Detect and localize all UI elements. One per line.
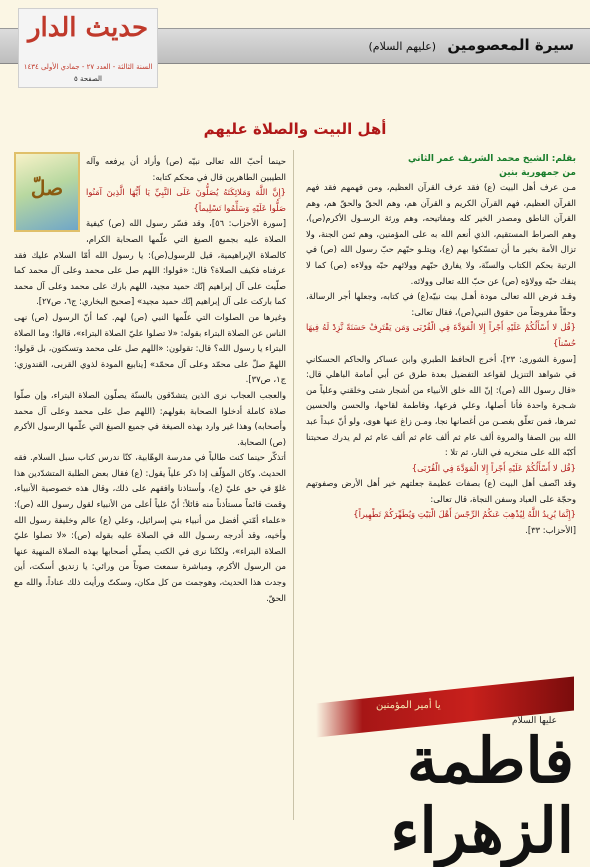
paragraph: والعجب العجاب نرى الذين يتشدّقون بالسنّة يصلّون الصلاة البتراء، وإن صلّوا صلاة كاملة أدخلوا الصحابة بقولهم: (اللهم صل على محمد وعلى آل محمد وأصحابه) وهذا غير وارد بهذه الصيغة في جميع الصيغ التي علّمها الرسول الأكرم (ص) الصحابة. [14, 389, 286, 447]
page-header [0, 0, 590, 98]
right-column [306, 152, 576, 539]
small-calligraphy: عليها السلام [512, 716, 558, 726]
issue-line: السنة الثالثة - العدد ٢٧ - جمادي الأولى ١٤٣٤ [23, 63, 153, 71]
magazine-logo [18, 8, 158, 88]
paragraph: حينما أحبّ الله تعالى نبيّه (ص) وأراد أن يرفعه وآله الطيبين الطاهرين قال في محكم كتابه: [86, 156, 286, 182]
big-calligraphy: فاطمة الزهراء [390, 724, 574, 867]
paragraph: وغيرها من الصلوات التي علّمها النبي (ص) لهم. كما أنّ الرسول (ص) نهى الناس عن الصلاة البتراء بقوله: «لا تصلوا عليّ الصلاة البتراء»، قالوا: وما الصلاة البتراء يا رسول الله؟ قال: تقولون: «اللهم صل على محمد وتسكتون، بل قولوا: اللهمّ صلّ على محمّد وعلى آل محمّد» [ينابيع المودة لذوي القربى، القندوزي: ج١، ص٣٧]. [14, 311, 286, 385]
quran-verse: {إِنَّ اللَّهَ وَمَلائِكَتَهُ يُصَلُّونَ عَلَى النَّبِيِّ يَا أَيُّهَا الَّذِينَ آمَنُوا صَلُّوا عَلَيْهِ وَسَلِّمُوا تَسْلِيماً} [86, 187, 286, 213]
page-number: الصفحة ٥ [74, 75, 102, 83]
left-column [14, 154, 286, 606]
logo-text: حديث الدار [27, 13, 149, 43]
quran-verse: {إِنَّمَا يُرِيدُ اللَّهُ لِيُذْهِبَ عَنكُمُ الرِّجْسَ أَهْلَ الْبَيْتِ وَيُطَهِّرَكُمْ تَطْهِيراً} [353, 509, 576, 520]
ribbon-text: يا أمير المؤمنين [376, 700, 441, 711]
quran-verse: {قُل لا أَسْأَلُكُمْ عَلَيْهِ أَجْراً إِلا الْمَوَدَّةَ فِي الْقُرْبَى} [411, 462, 576, 473]
paragraph: [سورة الشورى: ٢٣]، أخرج الحافظ الطبري وابن عساكر والحاكم الحسكاني في شواهد التنزيل لقواعد التفضيل بعدة طرق عن أبي أمامة الباهلي قال: «قال رسول الله (ص): إنّ الله خلق الأنبياء من أشجار شتى وخلقني وعلياً من شـجرة واحدة فأنا أصلها، وعلي فرعها، وفاطمة لقاحها، والحسن والحسين ثمرها، فمن تعلّق بغصـن من أغصانها نجا، ومـن زاغ عنها هوى، ولو أنّ عبداً عبد الله بين الصفا والمروة ألف عام ثم ألف عام ثم ألف عام ثم لم يدرك صحبتنا أكبّه الله على منخريه في النار، ثم تلا : [306, 353, 576, 458]
calligraphy-artwork [316, 680, 574, 867]
section-subtitle: (عليهم السلام) [368, 40, 437, 53]
image-float-spacer [14, 154, 86, 236]
frame-calligraphy: صلّ [30, 176, 64, 200]
paragraph: مـن عرف أهل البيت (ع) فقد عرف القرآن العظيم، ومن فهمهم فقد فهم القرآن العظيم، فهم القرآن الكريم و القرآن هم، وهم الحقّ والحقّ هم، وهم القرآن الناطق ومصدر الخير كله ومفاتيحه، وهم ورثة الرسـول الأكرم(ص)، وهم الصراط المستقيم، الذي أنعم الله به على المؤمنين، وهم ثمن الجنة، ولا تزال الأمة بخير ما أن تمسّكوا بهم (ع)، ويتلـو حبّهم حبّ رسول الله (ص) في الرتبة بحكم الكتاب والسنّة، ولا يفارق حبّهم وولائهم حبّه وولاءه (ص) كما لا ينفك حبّه وولاؤه (ص) عن حبّ الله تعالى وولائه. [306, 182, 576, 286]
paragraph: [سورة الأحزاب: ٥٦]، وقد فسّر رسول الله (ص) كيفية الصلاة عليه بجميع الصيغ التي علّمها الصحابة الكرام، كالصلاة الإبراهيمية، قيل للرسول(ص): يا رسول الله أمّا السلام عليك فقد عرفناه فكيف الصلاة؟ قال: «قولوا: اللهم صل على محمد وعلى آل محمد كما صلّيت على آل إبراهيم إنّك حميد مجيد، اللهم بارك على محمد وعلى آل محمد كما باركت على آل إبراهيم إنّك حميد مجيد» [صحيح البخاري: ج٦، ص٢٧]. [14, 218, 286, 307]
paragraph: وقـد فرض الله تعالى مودة أهـل بيت نبيّه(ع) في كتابه، وجعلها أجر الرسالة، وحقّاً مفروضاً من حقوق النبي(ص)، فقال تعالى: [306, 291, 576, 317]
section-title [368, 36, 574, 54]
paragraph: وقد اتّصف أهل البيت (ع) بصفات عظيمة جعلتهم خير أهل الأرض وصفوتهم وحجّة على العباد وسفن النجاة، قال تعالى: [306, 478, 576, 504]
author-country: من جمهورية بنين [499, 168, 576, 178]
quran-verse: {قُل لا أَسْأَلُكُمْ عَلَيْهِ أَجْراً إِلا الْمَوَدَّةَ فِي الْقُرْبَى وَمَن يَقْتَرِفْ حَسَنَةً نَّزِدْ لَهُ فِيهَا حُسْناً} [306, 322, 576, 348]
article-title: أهل البيت والصلاة عليهم [203, 120, 387, 138]
paragraph: أتذكّر حينما كنت طالباً في مدرسة الوهّابية، كنّا ندرس كتاب سبل السلام. فقه الحديث. وكان المؤلّف إذا ذكر علياً يقول: (ع) فقال بعض الطلبة المتشدّدين هذا غلوّ في حق عليّ (ع)، وأستاذنا وافقهم على ذلك، وقال هذه خصوصية الأنبياء، وقمت قائماً مستأذناً منه قائلاً: أنّ علياً أعلى من الأنبياء لقول رسول الله (ص): «علماء أمّتي أفضل من أنبياء بني إسرائيل، وعلي (ع) عالم وخليفة رسول الله وأخيه، وقد أدرجه رسـول الله في الصلاة عليه بقوله (ص): «لا تصلوا عليّ الصلاة البتراء»، ولكنّنا نرى في الكتب يصلّي أصحابها بهذه الصلاة المنهية عنها من الرسول الأكرم، ومباشرة سمعت صوتاً من ورائي: يا زنديق أسكت، أين وجدت هذا الحديث، وهوجمت من كل مكان، وسكتّ ورأيت ذلك عناداً، والله مع الحقّ. [14, 452, 286, 603]
paragraph: [الأحزاب: ٣٣]. [525, 525, 576, 536]
section-title-text: سيرة المعصومين [447, 36, 574, 54]
column-divider [293, 150, 294, 820]
author-line: بقلم: الشيخ محمد الشريف عمر الثاني [407, 154, 576, 164]
